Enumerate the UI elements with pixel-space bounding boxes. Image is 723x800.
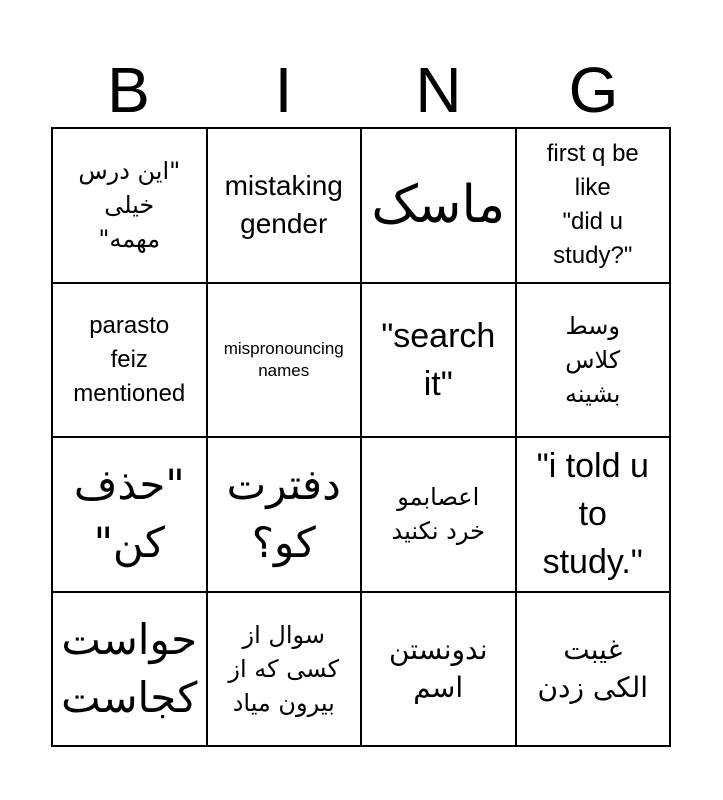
bingo-cell[interactable]: [207, 128, 362, 283]
bingo-cell[interactable]: [52, 437, 207, 592]
cell-text: غیبت الکی زدن: [537, 632, 649, 704]
cell-text: parasto feiz mentioned: [73, 311, 186, 407]
bingo-cell[interactable]: [361, 128, 516, 283]
bingo-cell[interactable]: [207, 437, 362, 592]
cell-text: سوال از کسی که از بیرون میاد: [228, 620, 340, 717]
bingo-cell[interactable]: [207, 592, 362, 747]
cell-text: mistaking gender: [224, 170, 343, 240]
bingo-cell[interactable]: [361, 283, 516, 438]
bingo-cell[interactable]: [516, 283, 671, 438]
bingo-cell[interactable]: [52, 128, 207, 283]
cell-text: mispronouncing names: [223, 338, 344, 380]
cell-text: وسط کلاس بشینه: [565, 311, 621, 408]
cell-text: "حذف کن": [73, 460, 185, 568]
bingo-cell[interactable]: [52, 283, 207, 438]
bingo-cell[interactable]: [516, 128, 671, 283]
cell-text: "search it": [381, 316, 496, 403]
cell-text: "i told u to study.": [536, 447, 649, 582]
bingo-cell[interactable]: [361, 592, 516, 747]
header-letter-i: I: [274, 54, 293, 126]
cell-text: دفترت کو؟: [226, 460, 341, 568]
cell-text: first q be like "did u study?": [546, 140, 639, 270]
bingo-header: [51, 52, 671, 128]
header-letter-g: G: [568, 54, 619, 126]
cell-text: ماسک: [371, 175, 506, 236]
bingo-cell[interactable]: [52, 592, 207, 747]
bingo-cell[interactable]: [207, 283, 362, 438]
bingo-cell[interactable]: [361, 437, 516, 592]
cell-text: "این درس خیلی مهمه": [78, 157, 181, 254]
bingo-cell[interactable]: [516, 437, 671, 592]
cell-text: حواست کجاست: [61, 614, 198, 722]
bingo-cell[interactable]: [516, 592, 671, 747]
cell-text: اعصابمو خرد نکنید: [391, 483, 485, 546]
cell-text: ندونستن اسم: [388, 632, 488, 704]
header-letter-b: B: [107, 54, 150, 126]
header-letter-n: N: [415, 54, 462, 126]
bingo-grid: [51, 127, 671, 747]
